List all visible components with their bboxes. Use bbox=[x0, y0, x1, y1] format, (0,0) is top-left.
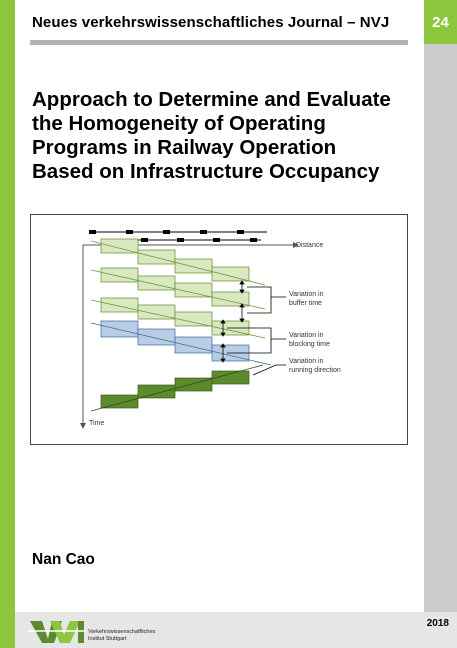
left-accent-bar bbox=[0, 0, 15, 648]
distance-label: Distance bbox=[296, 242, 324, 249]
title-line: the Homogeneity of Operating bbox=[32, 112, 326, 135]
annotation-buffer-line1: Variation in bbox=[289, 291, 324, 298]
title-line: Based on Infrastructure Occupancy bbox=[32, 160, 380, 183]
book-title bbox=[32, 88, 412, 184]
author-name: Nan Cao bbox=[32, 551, 95, 568]
title-line: Approach to Determine and Evaluate bbox=[32, 88, 391, 111]
right-grey-bar bbox=[424, 0, 457, 612]
annotation-buffer-line2: buffer time bbox=[289, 300, 322, 307]
blocking-time-diagram bbox=[31, 215, 407, 444]
annotation-blocking-line1: Variation in bbox=[289, 332, 324, 339]
cover-figure bbox=[30, 214, 408, 445]
vwi-logo-icon bbox=[28, 617, 86, 645]
annotation-labels bbox=[289, 291, 341, 374]
logo-line-1: Verkehrswissenschaftliches bbox=[88, 629, 156, 635]
logo-line-2: Institut Stuttgart bbox=[88, 636, 127, 642]
title-line: Programs in Railway Operation bbox=[32, 136, 337, 159]
journal-name: Neues verkehrswissenschaftliches Journal – NVJ bbox=[32, 14, 390, 31]
logo-text bbox=[88, 629, 155, 643]
annotation-direction-line1: Variation in bbox=[289, 358, 324, 365]
annotation-blocking-line2: blocking time bbox=[289, 341, 330, 348]
publication-year: 2018 bbox=[426, 618, 449, 629]
header-divider bbox=[30, 40, 408, 45]
annotation-direction-line2: running direction bbox=[289, 367, 341, 374]
volume-badge: 24 bbox=[424, 0, 457, 44]
time-label: Time bbox=[89, 420, 105, 427]
